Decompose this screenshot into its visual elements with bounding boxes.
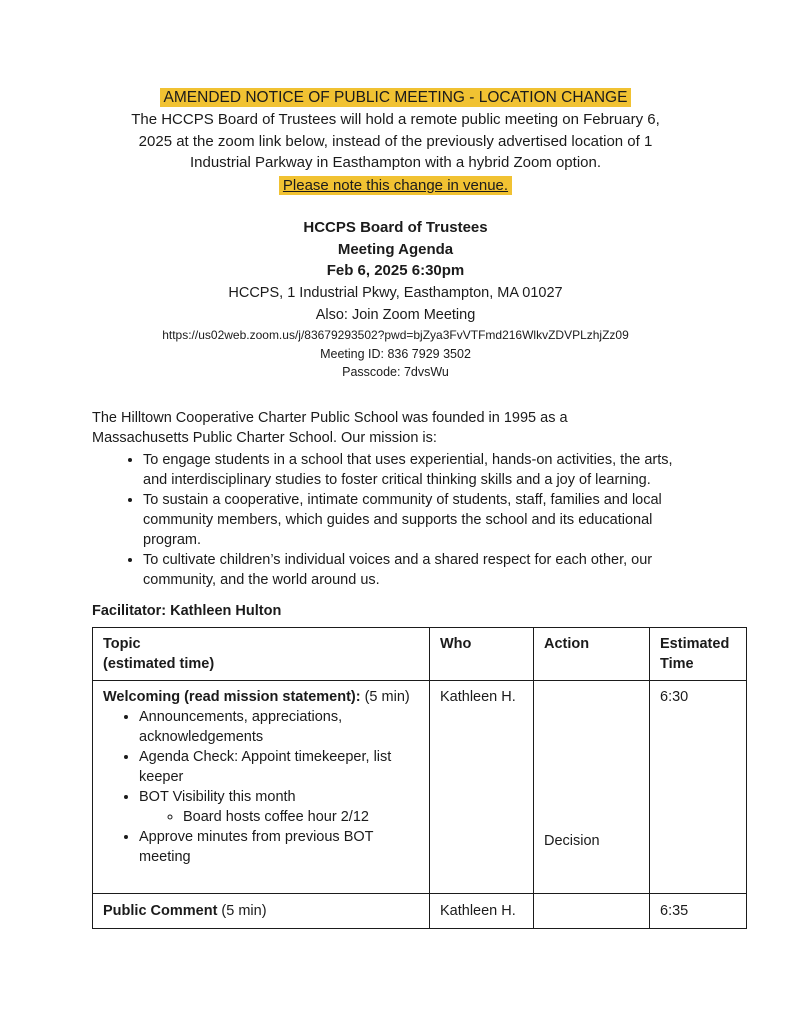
- org-name: HCCPS Board of Trustees: [303, 219, 488, 236]
- mission-intro-line: Massachusetts Public Charter School. Our mission is:: [92, 429, 437, 446]
- topic-sub-bullet: ◦ Board hosts coffee hour 2/12: [183, 807, 419, 827]
- topic-bullet: • Agenda Check: Appoint timekeeper, list keeper: [139, 747, 419, 787]
- notice-title-line: [92, 86, 699, 109]
- topic-title-rest: (5 min): [217, 902, 267, 919]
- notice-body-line: The HCCPS Board of Trustees will hold a remote public meeting on February 6,: [131, 111, 660, 128]
- meeting-id: Meeting ID: 836 7929 3502: [320, 346, 471, 361]
- topic-bullet-text: BOT Visibility this month: [139, 788, 296, 805]
- amended-notice: [92, 86, 699, 196]
- notice-body-line: 2025 at the zoom link below, instead of the previously advertised location of 1: [138, 132, 653, 150]
- doc-title: Meeting Agenda: [337, 240, 454, 258]
- mission-bullet: • To cultivate children’s individual voices and a shared respect for each other, our community, and the world around us.: [143, 550, 699, 590]
- agenda-header-row: [93, 627, 747, 680]
- action-cell: [534, 680, 650, 893]
- topic-cell-public-comment: [93, 893, 430, 928]
- facilitator-line: Facilitator: Kathleen Hulton: [92, 602, 282, 619]
- mission-section: [92, 408, 699, 590]
- action-cell: [534, 893, 650, 928]
- mission-bullet: • To sustain a cooperative, intimate community of students, staff, families and local community members, which guides and supports the school and its educational program.: [143, 490, 699, 550]
- table-row: [93, 893, 747, 928]
- notice-title: AMENDED NOTICE OF PUBLIC MEETING - LOCATION CHANGE: [160, 88, 632, 107]
- topic-bullet: • Approve minutes from previous BOT meeting: [139, 827, 419, 867]
- header-topic-sublabel: (estimated time): [103, 655, 215, 672]
- zoom-join-label: Also: Join Zoom Meeting: [315, 306, 476, 323]
- mission-intro-line: The Hilltown Cooperative Charter Public School was founded in 1995 as a: [92, 409, 568, 426]
- topic-sub-bullet-list: [139, 807, 419, 827]
- topic-cell-welcoming: [93, 680, 430, 893]
- header-estimated-time: Estimated Time: [650, 627, 747, 680]
- mission-bullet: • To engage students in a school that uses experiential, hands-on activities, the arts, and interdisciplinary studies to foster critical thinking skills and a joy of learning.: [143, 450, 699, 490]
- time-cell: 6:35: [650, 893, 747, 928]
- venue-note-line: [92, 175, 699, 197]
- time-cell: 6:30: [650, 680, 747, 893]
- who-cell: Kathleen H.: [430, 680, 534, 893]
- header-who: Who: [430, 627, 534, 680]
- meeting-location: HCCPS, 1 Industrial Pkwy, Easthampton, MA 01027: [228, 284, 563, 301]
- venue-note: Please note this change in venue.: [279, 176, 512, 195]
- notice-body-line: Industrial Parkway in Easthampton with a hybrid Zoom option.: [189, 154, 602, 171]
- table-row: [93, 680, 747, 893]
- topic-title-bold: Welcoming (read mission statement):: [103, 688, 361, 705]
- meeting-header: [92, 217, 699, 382]
- action-label: Decision: [544, 832, 600, 849]
- mission-bullet-list: [92, 450, 699, 590]
- topic-bullet: • Announcements, appreciations, acknowledgements: [139, 707, 419, 747]
- topic-bullet-list: [103, 707, 419, 867]
- header-topic-label: Topic: [103, 635, 141, 652]
- meeting-datetime: Feb 6, 2025 6:30pm: [326, 262, 465, 279]
- topic-bullet: [139, 787, 419, 827]
- topic-title-bold: Public Comment: [103, 902, 218, 919]
- who-cell: Kathleen H.: [430, 893, 534, 928]
- mission-intro: [92, 408, 699, 448]
- header-action: Action: [534, 627, 650, 680]
- zoom-url: https://us02web.zoom.us/j/83679293502?pwd=bjZya3FvVTFmd216WlkvZDVPLzhjZz09: [162, 327, 629, 342]
- agenda-table: [92, 627, 747, 929]
- meeting-passcode: Passcode: 7dvsWu: [342, 365, 449, 379]
- header-topic: [93, 627, 430, 680]
- topic-title-rest: (5 min): [360, 688, 410, 705]
